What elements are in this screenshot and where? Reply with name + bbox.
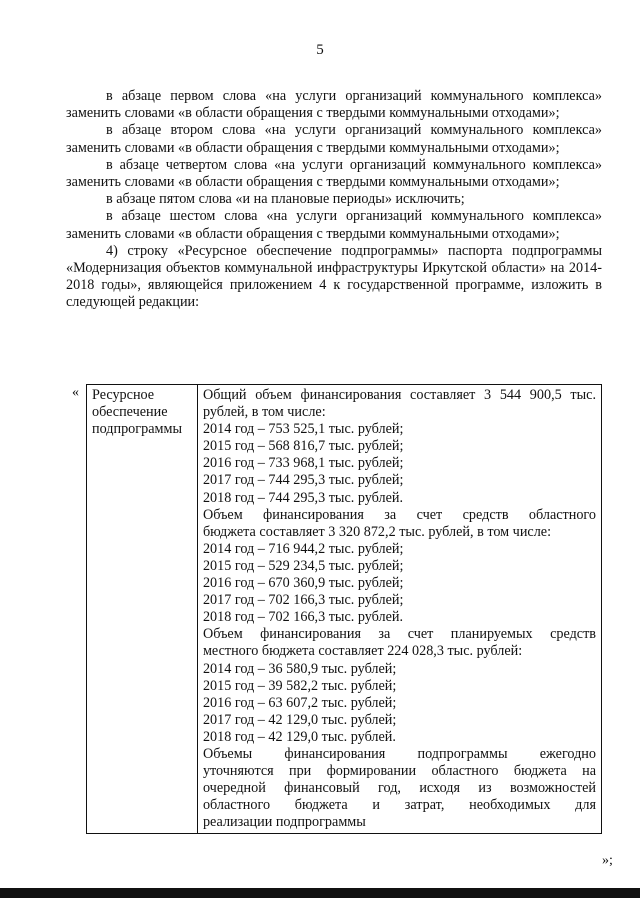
paragraph-2: в абзаце втором слова «на услуги организаций коммунального комплекса» заменить словами «в области обращения с твердыми коммунальными отходами»; [66, 122, 602, 156]
row-name-line: подпрограммы [92, 421, 182, 438]
year-line: 2014 год – 36 580,9 тыс. рублей; [202, 660, 397, 677]
year-line: 2015 год – 39 582,2 тыс. рублей; [202, 677, 397, 694]
close-quote: »; [602, 853, 613, 868]
resource-table [86, 384, 602, 834]
paragraph-4: в абзаце пятом слова «и на плановые периоды» исключить; [106, 191, 465, 208]
year-line: 2018 год – 744 295,3 тыс. рублей. [202, 489, 404, 506]
year-line: 2015 год – 529 234,5 тыс. рублей; [202, 557, 404, 574]
page-number: 5 [316, 42, 324, 58]
paragraph-6: 4) строку «Ресурсное обеспечение подпрограммы» паспорта подпрограммы «Модернизация объектов коммунальной инфраструктуры Иркутской области» на 2014-2018 годы», являющейся приложением 4 к государственной программе, изложить в следующей редакции: [66, 242, 602, 311]
year-line: 2015 год – 568 816,7 тыс. рублей; [202, 438, 404, 455]
table-row [87, 385, 602, 834]
paragraph-3: в абзаце четвертом слова «на услуги организаций коммунального комплекса» заменить словами «в области обращения с твердыми коммунальными отходами»; [66, 156, 602, 191]
final-note-line: очередной финансовый год, исходя из возможностей [202, 780, 596, 797]
row-name-line: Ресурсное [92, 387, 155, 403]
local-funding-line: местного бюджета составляет 224 028,3 тыс. рублей: [202, 643, 523, 660]
year-line: 2014 год – 716 944,2 тыс. рублей; [202, 540, 404, 557]
paragraph-5: в абзаце шестом слова «на услуги организаций коммунального комплекса» заменить словами «в области обращения с твердыми коммунальными отходами»; [66, 208, 602, 242]
year-line: 2018 год – 42 129,0 тыс. рублей. [202, 728, 396, 745]
year-line: 2017 год – 42 129,0 тыс. рублей; [202, 711, 397, 728]
open-quote: « [72, 385, 79, 400]
total-funding-line: рублей, в том числе: [202, 404, 326, 421]
row-name-line: обеспечение [92, 404, 168, 421]
row-content-cell [197, 385, 601, 834]
regional-funding-line: бюджета составляет 3 320 872,2 тыс. рублей, в том числе: [202, 523, 552, 540]
regional-funding-text: Объем финансирования за счет средств областного [202, 506, 596, 523]
final-note-line: реализации подпрограммы [202, 814, 366, 831]
year-line: 2016 год – 63 607,2 тыс. рублей; [202, 694, 397, 711]
scan-edge-bar [0, 888, 640, 898]
total-funding-line: Общий объем финансирования составляет 3 544 900,5 тыс. [202, 387, 596, 403]
year-line: 2016 год – 670 360,9 тыс. рублей; [202, 575, 404, 592]
year-line: 2018 год – 702 166,3 тыс. рублей. [202, 609, 404, 626]
regional-funding-line [203, 507, 596, 524]
amendment-text [66, 88, 602, 312]
final-note-line: уточняются при формировании областного бюджета на [202, 763, 596, 780]
year-line: 2016 год – 733 968,1 тыс. рублей; [202, 455, 404, 472]
year-line: 2017 год – 744 295,3 тыс. рублей; [202, 472, 404, 489]
local-funding-line: Объем финансирования за счет планируемых средств [202, 626, 596, 643]
row-name-cell [87, 385, 198, 834]
final-note-line: областного бюджета и затрат, необходимых для [202, 797, 596, 814]
final-note-line: Объемы финансирования подпрограммы ежегодно [202, 745, 596, 762]
year-line: 2014 год – 753 525,1 тыс. рублей; [202, 421, 404, 438]
year-line: 2017 год – 702 166,3 тыс. рублей; [202, 592, 404, 609]
paragraph-1: в абзаце первом слова «на услуги организаций коммунального комплекса» заменить словами «в области обращения с твердыми коммунальными отходами»; [66, 88, 602, 122]
